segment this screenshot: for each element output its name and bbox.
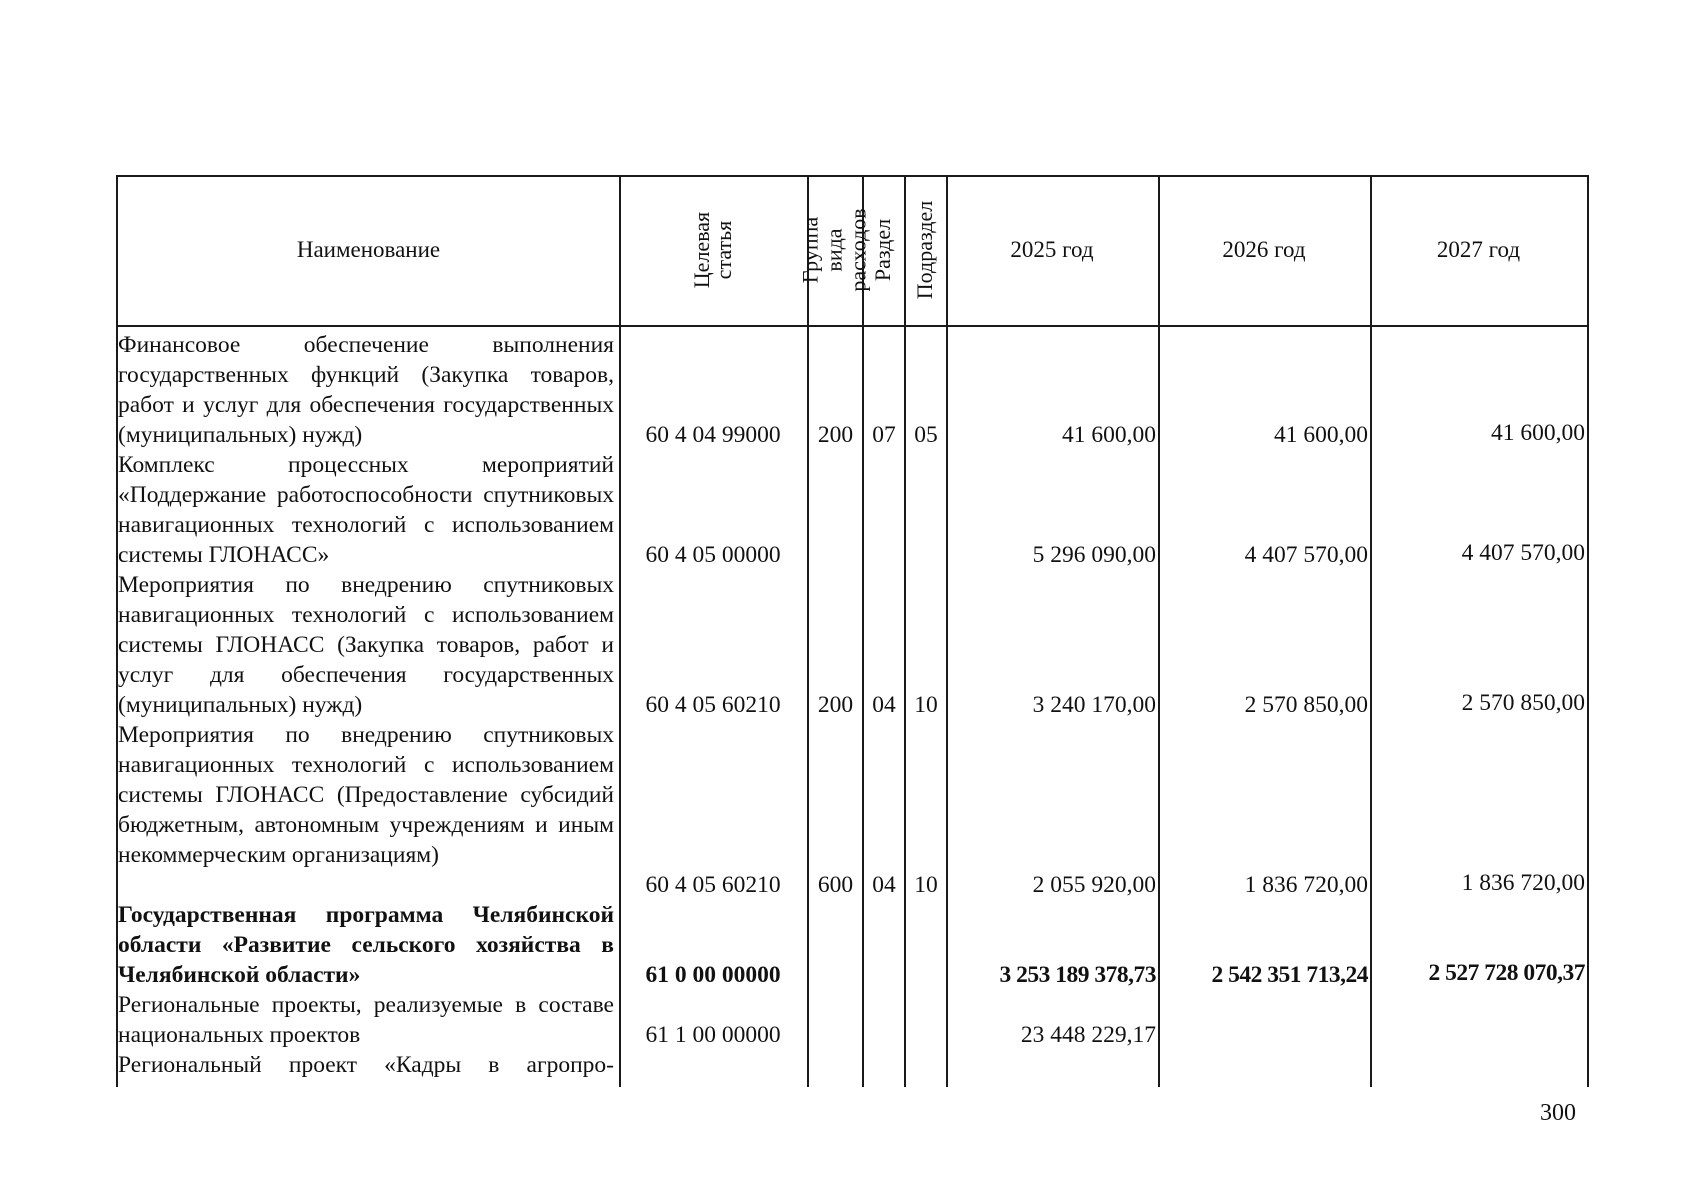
row-2025: 3 240 170,00 (1032, 692, 1156, 718)
row-subsection: 05 (914, 422, 938, 448)
row-name: Финансовое обеспечение выполнения государственных функций (Закупка товаров, работ и услуг для обеспечения государственных (муниципальных) нужд) (118, 332, 614, 448)
row-code: 61 0 00 00000 (645, 962, 781, 988)
row-2025: 23 448 229,17 (1020, 1022, 1156, 1048)
row-group: 200 (817, 692, 854, 718)
row-name: Комплекс процессных мероприятий «Поддержание работоспособности спутниковых навигационных технологий с использованием системы ГЛОНАСС» (118, 452, 614, 568)
row-name: Региональные проекты, реализуемые в составе национальных проектов (118, 992, 614, 1048)
row-2025: 5 296 090,00 (1032, 542, 1156, 568)
row-name: Государственная программа Челябинской области «Развитие сельского хозяйства в Челябинской области» (118, 902, 614, 988)
budget-table (116, 175, 1589, 1087)
page-number: 300 (1540, 1100, 1576, 1126)
header-2025: 2025 год (1010, 237, 1094, 262)
header-bottom-border (116, 325, 1589, 327)
row-name: Мероприятия по внедрению спутниковых навигационных технологий с использованием системы ГЛОНАСС (Закупка товаров, работ и услуг для обеспечения государственных (муниципальных) нужд) (118, 572, 614, 718)
row-2027: 1 836 720,00 (1461, 870, 1585, 896)
row-code: 60 4 05 60210 (645, 692, 781, 718)
row-section: 07 (872, 422, 896, 448)
row-2026: 4 407 570,00 (1244, 542, 1368, 568)
header-expense-group: Группа вида расходов (797, 208, 871, 292)
header-target-article: Целевая статья (689, 211, 736, 289)
col-border (1587, 175, 1589, 1087)
row-subsection: 10 (914, 692, 938, 718)
header-2027: 2027 год (1436, 237, 1521, 262)
row-2027: 4 407 570,00 (1461, 540, 1585, 566)
header-2026: 2026 год (1222, 237, 1306, 262)
row-subsection: 10 (914, 872, 938, 898)
row-2025: 3 253 189 378,73 (999, 962, 1156, 988)
row-2025: 2 055 920,00 (1032, 872, 1156, 898)
header-subsection: Подраздел (912, 200, 938, 300)
row-2027: 41 600,00 (1491, 420, 1585, 446)
row-code: 61 1 00 00000 (645, 1022, 781, 1048)
row-2026: 2 570 850,00 (1244, 692, 1368, 718)
row-section: 04 (872, 872, 896, 898)
row-name: Региональный проект «Кадры в агропро- (118, 1052, 614, 1078)
header-section: Раздел (870, 218, 896, 282)
row-code: 60 4 04 99000 (645, 422, 781, 448)
row-section: 04 (872, 692, 896, 718)
row-2026: 41 600,00 (1274, 422, 1368, 448)
header-name: Наименование (296, 237, 441, 262)
row-group: 200 (817, 422, 854, 448)
row-2027: 2 570 850,00 (1461, 690, 1585, 716)
row-code: 60 4 05 00000 (645, 542, 781, 568)
row-2025: 41 600,00 (1062, 422, 1156, 448)
row-code: 60 4 05 60210 (645, 872, 781, 898)
row-2026: 1 836 720,00 (1244, 872, 1368, 898)
row-2027: 2 527 728 070,37 (1428, 960, 1585, 986)
row-group: 600 (817, 872, 854, 898)
row-2026: 2 542 351 713,24 (1211, 962, 1368, 988)
row-name: Мероприятия по внедрению спутниковых навигационных технологий с использованием системы ГЛОНАСС (Предоставление субсидий бюджетным, автономным учреждениям и иным некоммерческим организациям) (118, 722, 614, 868)
